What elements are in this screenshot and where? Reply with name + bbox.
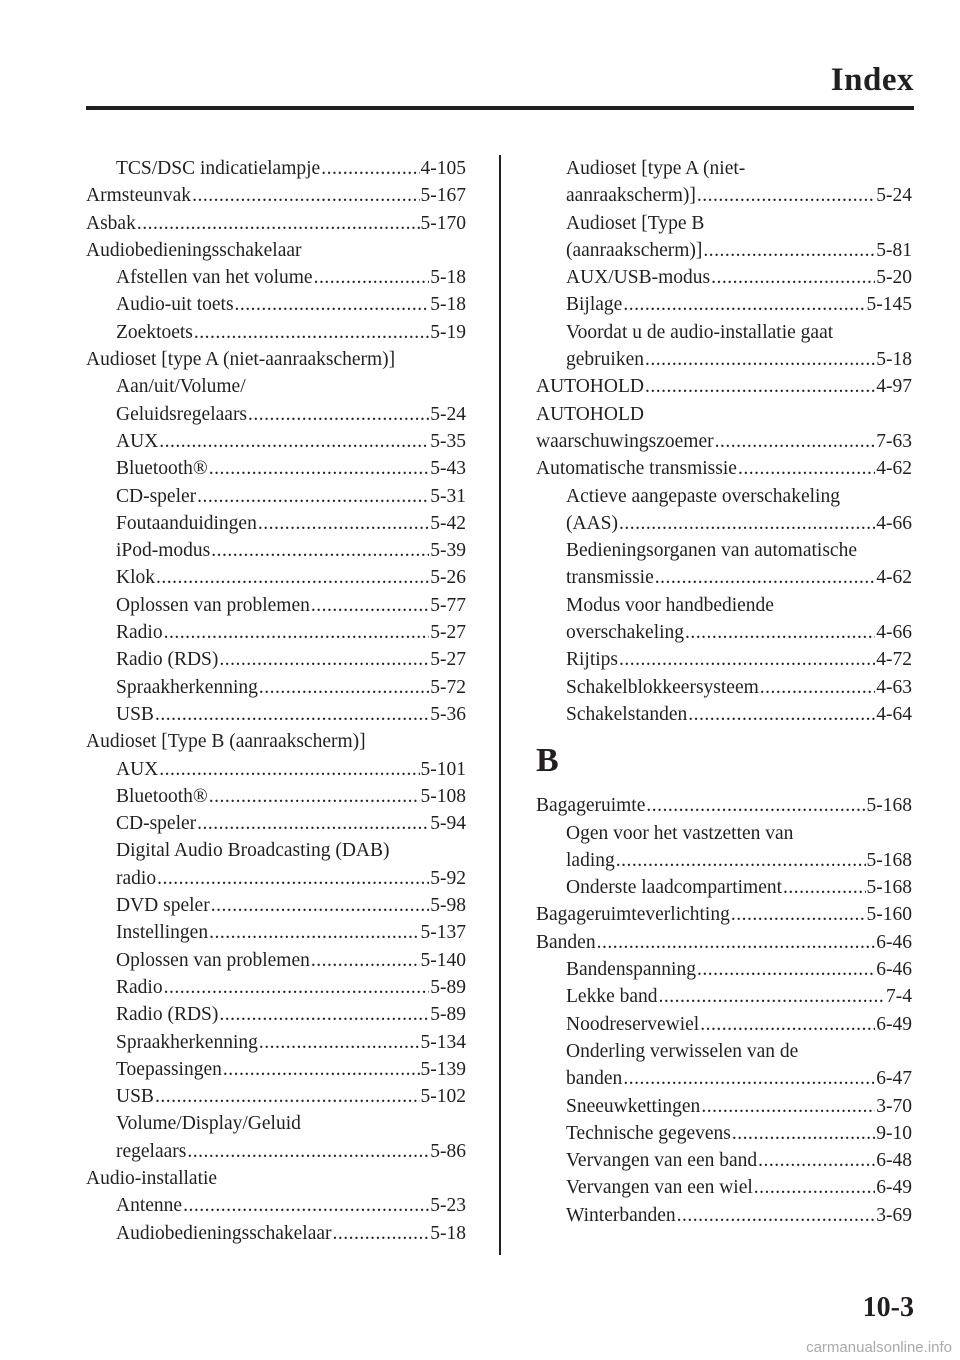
dot-leader — [732, 1120, 875, 1147]
dot-leader — [155, 701, 429, 728]
index-heading: Audiobedieningsschakelaar — [86, 239, 302, 261]
entry-label: Vervangen van een band — [566, 1150, 758, 1172]
entry-label: Lekke band — [566, 986, 658, 1008]
index-entry — [536, 428, 912, 455]
page-reference: 5-26 — [430, 567, 466, 589]
dot-leader — [211, 892, 430, 919]
page-reference: 5-86 — [430, 1140, 466, 1162]
index-heading: AUTOHOLD — [536, 403, 644, 425]
dot-leader — [697, 182, 875, 209]
dot-leader — [187, 1138, 429, 1165]
dot-leader — [197, 483, 429, 510]
entry-label: Technische gegevens — [566, 1122, 731, 1144]
dot-leader — [701, 1093, 875, 1120]
index-subentry — [536, 346, 912, 373]
page-reference: 5-94 — [430, 813, 466, 835]
index-subheading: Volume/Display/Geluid — [116, 1113, 301, 1135]
index-subentry — [86, 892, 466, 919]
page-title: Index — [830, 62, 914, 98]
index-heading: Audioset [Type B (aanraakscherm)] — [86, 731, 366, 753]
index-subentry — [536, 1147, 912, 1174]
entry-label: Bijlage — [566, 294, 623, 316]
entry-label: Bagageruimte — [536, 795, 646, 817]
entry-label: Onderste laadcompartiment — [566, 877, 783, 899]
entry-label: Antenne — [116, 1195, 183, 1217]
index-subentry — [86, 865, 466, 892]
page-reference: 5-27 — [430, 649, 466, 671]
dot-leader — [715, 428, 876, 455]
dot-leader — [597, 929, 876, 956]
entry-label: Sneeuwkettingen — [566, 1095, 701, 1117]
index-subheading: Aan/uit/Volume/ — [116, 376, 246, 398]
entry-label: Audiobedieningsschakelaar — [116, 1222, 332, 1244]
page-reference: 5-36 — [430, 703, 466, 725]
entry-label: radio — [116, 867, 157, 889]
index-subentry — [86, 1001, 466, 1028]
dot-leader — [209, 783, 420, 810]
index-heading: Audioset [type A (niet-aanraakscherm)] — [86, 349, 396, 371]
dot-leader — [219, 1001, 429, 1028]
page-reference: 5-139 — [420, 1058, 466, 1080]
dot-leader — [248, 401, 429, 428]
entry-label: (AAS) — [566, 512, 618, 534]
entry-label: Geluidsregelaars — [116, 403, 248, 425]
entry-label: (aanraakscherm)] — [566, 239, 703, 261]
entry-label: Schakelstanden — [566, 703, 688, 725]
entry-label: Asbak — [86, 212, 136, 234]
dot-leader — [156, 564, 429, 591]
page-reference: 5-89 — [430, 976, 466, 998]
dot-leader — [731, 901, 866, 928]
entry-label: Automatische transmissie — [536, 458, 737, 480]
dot-leader — [197, 810, 429, 837]
entry-label: iPod-modus — [116, 540, 211, 562]
dot-leader — [192, 182, 419, 209]
dot-leader — [211, 537, 429, 564]
entry-label: Rijtips — [566, 649, 619, 671]
index-subentry — [86, 428, 466, 455]
dot-leader — [311, 947, 420, 974]
index-subentry — [536, 564, 912, 591]
dot-leader — [677, 1202, 876, 1229]
entry-label: Bagageruimteverlichting — [536, 904, 730, 926]
page-reference: 5-167 — [420, 185, 466, 207]
page-reference: 4-97 — [876, 376, 912, 398]
entry-label: Bandenspanning — [566, 959, 696, 981]
index-subentry — [86, 1192, 466, 1219]
entry-label: USB — [116, 703, 154, 725]
dot-leader — [164, 619, 430, 646]
index-subentry — [536, 1202, 912, 1229]
index-subentry — [86, 619, 466, 646]
index-subentry — [86, 674, 466, 701]
entry-label: transmissie — [566, 567, 654, 589]
index-subentry — [86, 319, 466, 346]
dot-leader — [685, 619, 875, 646]
dot-leader — [700, 1011, 875, 1038]
entry-label: Toepassingen — [116, 1058, 222, 1080]
dot-leader — [164, 974, 430, 1001]
page-reference: 3-69 — [876, 1204, 912, 1226]
dot-leader — [659, 983, 885, 1010]
page-reference: 5-18 — [876, 349, 912, 371]
page-reference: 5-160 — [866, 904, 912, 926]
dot-leader — [616, 847, 866, 874]
entry-label: Armsteunvak — [86, 185, 192, 207]
page-reference: 5-137 — [420, 922, 466, 944]
entry-label: banden — [566, 1068, 623, 1090]
page-reference: 5-24 — [430, 403, 466, 425]
entry-label: Spraakherkenning — [116, 676, 258, 698]
index-subentry — [86, 810, 466, 837]
dot-leader — [711, 264, 875, 291]
entry-label: Oplossen van problemen — [116, 594, 310, 616]
dot-leader — [697, 956, 875, 983]
entry-label: Radio — [116, 976, 163, 998]
dot-leader — [619, 646, 875, 673]
entry-label: overschakeling — [566, 622, 685, 644]
entry-label: Radio (RDS) — [116, 1004, 219, 1026]
index-subentry — [86, 592, 466, 619]
index-subheading: Ogen voor het vastzetten van — [566, 822, 794, 844]
index-subentry — [536, 1065, 912, 1092]
index-subentry — [86, 401, 466, 428]
entry-label: Radio — [116, 622, 163, 644]
entry-label: CD-speler — [116, 485, 197, 507]
page-reference: 6-47 — [876, 1068, 912, 1090]
index-subentry — [86, 783, 466, 810]
entry-label: AUX — [116, 430, 159, 452]
page-reference: 4-62 — [876, 567, 912, 589]
index-subentry — [536, 874, 912, 901]
page-reference: 5-20 — [876, 267, 912, 289]
dot-leader — [258, 510, 429, 537]
page-reference: 5-168 — [866, 849, 912, 871]
dot-leader — [619, 510, 875, 537]
index-subentry — [86, 155, 466, 182]
page-reference: 5-145 — [866, 294, 912, 316]
page-reference: 5-42 — [430, 512, 466, 534]
entry-label: AUTOHOLD — [536, 376, 644, 398]
index-letter-heading: B — [536, 742, 559, 780]
page-reference: 4-66 — [876, 622, 912, 644]
page-number: 10-3 — [862, 1292, 914, 1323]
entry-label: Oplossen van problemen — [116, 949, 310, 971]
index-subentry — [536, 619, 912, 646]
index-subentry — [536, 1011, 912, 1038]
index-subentry — [536, 1093, 912, 1120]
index-subentry — [86, 455, 466, 482]
entry-label: AUX — [116, 758, 159, 780]
index-subentry — [536, 1120, 912, 1147]
index-heading: Audio-installatie — [86, 1167, 218, 1189]
page-reference: 5-31 — [430, 485, 466, 507]
dot-leader — [311, 592, 429, 619]
dot-leader — [159, 428, 429, 455]
page-reference: 5-77 — [430, 594, 466, 616]
dot-leader — [783, 874, 865, 901]
index-subheading: Audioset [Type B — [566, 212, 705, 234]
entry-label: CD-speler — [116, 813, 197, 835]
column-divider — [499, 155, 501, 1255]
dot-leader — [137, 210, 420, 237]
index-subentry — [86, 264, 466, 291]
page-reference: 6-46 — [876, 931, 912, 953]
page-reference: 5-18 — [430, 267, 466, 289]
index-subheading: Onderling verwisselen van de — [566, 1040, 799, 1062]
page-reference: 4-63 — [876, 676, 912, 698]
index-subentry — [86, 646, 466, 673]
index-entry — [86, 210, 466, 237]
entry-label: Klok — [116, 567, 155, 589]
page-reference: 5-19 — [430, 321, 466, 343]
dot-leader — [219, 646, 429, 673]
dot-leader — [223, 1056, 420, 1083]
dot-leader — [645, 346, 875, 373]
entry-label: aanraakscherm)] — [566, 185, 696, 207]
page-reference: 5-134 — [420, 1031, 466, 1053]
dot-leader — [655, 564, 876, 591]
index-column-left — [86, 155, 466, 1247]
index-subheading: Bedieningsorganen van automatische — [566, 540, 857, 562]
entry-label: Foutaanduidingen — [116, 512, 257, 534]
page-reference: 4-64 — [876, 703, 912, 725]
entry-label: Winterbanden — [566, 1204, 676, 1226]
page-reference: 5-108 — [420, 785, 466, 807]
page-reference: 5-24 — [876, 185, 912, 207]
index-entry — [536, 455, 912, 482]
page-reference: 7-63 — [876, 430, 912, 452]
index-entry — [86, 182, 466, 209]
page-reference: 5-101 — [420, 758, 466, 780]
entry-label: lading — [566, 849, 615, 871]
page-reference: 4-105 — [420, 158, 466, 179]
entry-label: Banden — [536, 931, 596, 953]
watermark: carmanualsonline.info — [806, 1339, 952, 1356]
entry-label: Schakelblokkeersysteem — [566, 676, 759, 698]
page-reference: 4-62 — [876, 458, 912, 480]
dot-leader — [646, 792, 865, 819]
index-subentry — [86, 701, 466, 728]
entry-label: Bluetooth® — [116, 458, 208, 480]
dot-leader — [155, 1083, 420, 1110]
page-reference: 5-168 — [866, 877, 912, 899]
page-reference: 5-27 — [430, 622, 466, 644]
entry-label: Vervangen van een wiel — [566, 1177, 753, 1199]
index-subheading: Voordat u de audio-installatie gaat — [566, 321, 834, 343]
index-subentry — [536, 674, 912, 701]
dot-leader — [333, 1220, 430, 1247]
index-subentry — [86, 1138, 466, 1165]
index-column-right — [536, 155, 912, 1229]
page-reference: 5-18 — [430, 1222, 466, 1244]
entry-label: Spraakherkenning — [116, 1031, 258, 1053]
index-subentry — [536, 182, 912, 209]
dot-leader — [157, 865, 429, 892]
dot-leader — [259, 674, 429, 701]
index-subentry — [536, 983, 912, 1010]
index-subheading: Modus voor handbediende — [566, 594, 774, 616]
page-reference: 5-170 — [420, 212, 466, 234]
entry-label: USB — [116, 1086, 154, 1108]
index-subentry — [86, 483, 466, 510]
index-entry — [536, 373, 912, 400]
index-subentry — [536, 646, 912, 673]
entry-label: Radio (RDS) — [116, 649, 219, 671]
dot-leader — [259, 1029, 420, 1056]
dot-leader — [159, 756, 419, 783]
dot-leader — [183, 1192, 429, 1219]
page-reference: 4-72 — [876, 649, 912, 671]
dot-leader — [209, 455, 430, 482]
index-subheading: Digital Audio Broadcasting (DAB) — [116, 840, 390, 862]
index-subentry — [86, 537, 466, 564]
index-subheading: Audioset [type A (niet- — [566, 158, 746, 179]
index-subentry — [86, 1029, 466, 1056]
entry-label: regelaars — [116, 1140, 187, 1162]
dot-leader — [703, 237, 875, 264]
page-reference: 6-49 — [876, 1177, 912, 1199]
page-reference: 9-10 — [876, 1122, 912, 1144]
dot-leader — [194, 319, 429, 346]
page-reference: 4-66 — [876, 512, 912, 534]
page-reference: 3-70 — [876, 1095, 912, 1117]
page-reference: 5-81 — [876, 239, 912, 261]
entry-label: Afstellen van het volume — [116, 267, 313, 289]
entry-label: waarschuwingszoemer — [536, 430, 714, 452]
page-reference: 5-39 — [430, 540, 466, 562]
index-subentry — [536, 264, 912, 291]
dot-leader — [738, 455, 875, 482]
entry-label: gebruiken — [566, 349, 644, 371]
index-subentry — [536, 956, 912, 983]
index-subentry — [536, 1174, 912, 1201]
dot-leader — [623, 1065, 875, 1092]
page-reference: 5-89 — [430, 1004, 466, 1026]
dot-leader — [760, 674, 875, 701]
index-subentry — [536, 237, 912, 264]
page-reference: 6-46 — [876, 959, 912, 981]
index-entry — [536, 792, 912, 819]
dot-leader — [321, 155, 419, 182]
dot-leader — [754, 1174, 875, 1201]
index-subentry — [86, 1056, 466, 1083]
page-reference: 5-102 — [420, 1086, 466, 1108]
dot-leader — [688, 701, 875, 728]
index-subheading: Actieve aangepaste overschakeling — [566, 485, 840, 507]
page-reference: 6-48 — [876, 1150, 912, 1172]
entry-label: AUX/USB-modus — [566, 267, 711, 289]
page-reference: 5-18 — [430, 294, 466, 316]
header-rule — [86, 106, 914, 110]
page-reference: 5-92 — [430, 867, 466, 889]
entry-label: DVD speler — [116, 895, 210, 917]
index-subentry — [86, 564, 466, 591]
entry-label: Audio-uit toets — [116, 294, 234, 316]
dot-leader — [623, 291, 865, 318]
dot-leader — [758, 1147, 875, 1174]
page-reference: 7-4 — [886, 986, 912, 1008]
page-reference: 5-23 — [430, 1195, 466, 1217]
index-subentry — [86, 919, 466, 946]
index-subentry — [86, 510, 466, 537]
dot-leader — [235, 291, 430, 318]
index-subentry — [86, 1220, 466, 1247]
page-reference: 5-43 — [430, 458, 466, 480]
index-entry — [536, 929, 912, 956]
dot-leader — [314, 264, 430, 291]
index-subentry — [86, 1083, 466, 1110]
page-reference: 5-168 — [866, 795, 912, 817]
dot-leader — [645, 373, 875, 400]
page-reference: 6-49 — [876, 1013, 912, 1035]
index-subentry — [86, 756, 466, 783]
page-reference: 5-35 — [430, 430, 466, 452]
index-subentry — [86, 947, 466, 974]
index-subentry — [536, 701, 912, 728]
index-subentry — [536, 847, 912, 874]
entry-label: Zoektoets — [116, 321, 193, 343]
entry-label: Bluetooth® — [116, 785, 208, 807]
page-reference: 5-72 — [430, 676, 466, 698]
index-subentry — [536, 291, 912, 318]
index-entry — [536, 901, 912, 928]
dot-leader — [209, 919, 419, 946]
entry-label: TCS/DSC indicatielampje — [116, 158, 321, 179]
page-reference: 5-98 — [430, 895, 466, 917]
entry-label: Instellingen — [116, 922, 209, 944]
index-subentry — [536, 510, 912, 537]
index-subentry — [86, 974, 466, 1001]
page-reference: 5-140 — [420, 949, 466, 971]
entry-label: Noodreservewiel — [566, 1013, 700, 1035]
index-subentry — [86, 291, 466, 318]
